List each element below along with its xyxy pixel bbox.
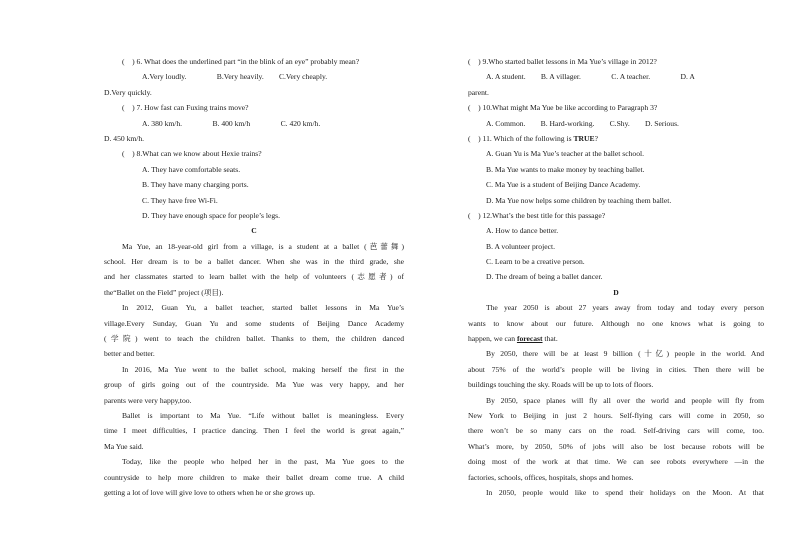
- line-text: there won’t be so many cars on the road. Self-driving cars will come, too.: [468, 426, 764, 436]
- text-line: [104, 54, 404, 69]
- text-line: [104, 393, 404, 408]
- line-text: and her classmates started to learn ballet with the help of volunteers (志愿者) of: [104, 272, 404, 282]
- line-text: happen, we can: [468, 334, 516, 344]
- text-line: [468, 408, 764, 423]
- text-line: [104, 377, 404, 392]
- text-line: [468, 346, 764, 361]
- line-text: better and better.: [104, 349, 155, 359]
- text-line: [468, 393, 764, 408]
- line-text: time I meet difficulties, I practice dancing. Then I feel the world is great again,”: [104, 426, 404, 436]
- line-text: parent.: [468, 87, 489, 97]
- line-text: parents were very happy,too.: [104, 395, 192, 405]
- text-line: [468, 316, 764, 331]
- line-text: (学院) went to teach the children ballet. Thanks to them, the children danced: [104, 334, 404, 344]
- line-text: In 2012, Guan Yu, a ballet teacher, started ballet lessons in Ma Yue’s: [122, 303, 404, 313]
- line-text: school. Her dream is to be a ballet dancer. When she was in the third grade, she: [104, 257, 404, 267]
- text-line: [104, 85, 404, 100]
- text-line: [468, 131, 764, 146]
- text-line: [468, 485, 764, 500]
- line-text: By 2050, space planes will fly all over the world and people will fly from: [486, 395, 764, 405]
- line-text: C. They have free Wi-Fi.: [142, 195, 218, 205]
- text-line: [468, 85, 764, 100]
- line-text: A. Guan Yu is Ma Yue’s teacher at the ballet school.: [486, 149, 645, 159]
- text-line: [104, 285, 404, 300]
- text-line: [104, 131, 404, 146]
- text-line: [468, 454, 764, 469]
- line-text: doing most of the work at that time. We can see robots everywhere —in the: [468, 457, 764, 467]
- left-column: [104, 54, 404, 500]
- line-text: A. They have comfortable seats.: [142, 164, 241, 174]
- line-text: ( ) 6. What does the underlined part “in the blink of an eye” probably mean?: [122, 57, 360, 66]
- text-line: [104, 300, 404, 315]
- line-text: C: [251, 226, 257, 236]
- line-text: What’s more, by 2050, 50% of jobs will also be lost because robots will be: [468, 441, 764, 451]
- line-text: B. They have many charging ports.: [142, 180, 249, 190]
- line-text: getting a lot of love will give love to others when he or she grows up.: [104, 487, 315, 497]
- line-text: B. Ma Yue wants to make money by teaching ballet.: [486, 164, 645, 174]
- line-text: In 2050, people would like to spend their holidays on the Moon. At that: [486, 487, 764, 497]
- text-line: [468, 177, 764, 192]
- text-line: [104, 254, 404, 269]
- text-line: [104, 100, 404, 115]
- line-text: ( ) 11. Which of the following is: [468, 133, 572, 143]
- line-text: D: [613, 287, 619, 297]
- emphasis-text: TRUE: [573, 133, 595, 143]
- line-text: village.Every Sunday, Guan Yu and some students of Beijing Dance Academy: [104, 318, 404, 328]
- right-column: [468, 54, 764, 500]
- line-text: Today, like the people who helped her in the past, Ma Yue goes to the: [122, 457, 404, 467]
- underlined-word: forecast: [516, 334, 543, 344]
- text-line: [468, 69, 764, 84]
- text-line: [468, 423, 764, 438]
- text-line: [468, 146, 764, 161]
- line-text: ( ) 9.Who started ballet lessons in Ma Yue’s village in 2012?: [468, 57, 657, 66]
- line-text: D. They have enough space for people’s legs.: [142, 210, 280, 220]
- text-line: [104, 346, 404, 361]
- text-line: [468, 254, 764, 269]
- text-line: [104, 423, 404, 438]
- line-text-tail: ?: [594, 133, 598, 143]
- text-line: [468, 439, 764, 454]
- line-text: D. 450 km/h.: [104, 133, 145, 143]
- text-line: [468, 470, 764, 485]
- line-text: A. A student. B. A villager. C. A teacher. D. A: [486, 72, 695, 82]
- line-text: buildings touching the sky. Roads will be up to lots of floors.: [468, 380, 654, 390]
- text-line: [104, 177, 404, 192]
- line-text: ( ) 8.What can we know about Hexie trains?: [122, 149, 262, 159]
- section-heading: [104, 223, 404, 238]
- text-line: [104, 116, 404, 131]
- line-text: The year 2050 is about 27 years away from today and today every person: [486, 303, 764, 313]
- text-line: [104, 331, 404, 346]
- line-text: Ballet is important to Ma Yue. “Life without ballet is meaningless. Every: [122, 410, 404, 420]
- text-line: [468, 116, 764, 131]
- line-text: A. Common. B. Hard-working. C.Shy. D. Serious.: [486, 118, 679, 128]
- text-line: [104, 316, 404, 331]
- text-line: [468, 100, 764, 115]
- text-line: [468, 162, 764, 177]
- line-text: wants to know about our future. Although no one knows what is going to: [468, 318, 764, 328]
- text-line: [104, 69, 404, 84]
- line-text: Ma Yue said.: [104, 441, 144, 451]
- text-line: [468, 362, 764, 377]
- line-text: D.Very quickly.: [104, 87, 152, 97]
- text-line: [104, 439, 404, 454]
- text-line: [468, 208, 764, 223]
- text-line: [468, 193, 764, 208]
- line-text: A. 380 km/h. B. 400 km/h C. 420 km/h.: [142, 118, 321, 128]
- line-text-tail: that.: [542, 334, 558, 344]
- text-line: [104, 454, 404, 469]
- text-line: [104, 408, 404, 423]
- line-text: factories, schools, offices, hospitals, shops and homes.: [468, 472, 634, 482]
- text-line: [468, 223, 764, 238]
- line-text: countryside to help more children to make their ballet dream come true. A child: [104, 472, 404, 482]
- line-text: New York to Beijing in just 2 hours. Self-flying cars will come in 2050, so: [468, 410, 764, 420]
- text-line: [468, 54, 764, 69]
- line-text: ( ) 7. How fast can Fuxing trains move?: [122, 103, 249, 113]
- text-line: [104, 239, 404, 254]
- line-text: Ma Yue, an 18-year-old girl from a village, is a student at a ballet (芭蕾舞): [122, 241, 404, 251]
- text-line: [104, 146, 404, 161]
- line-text: the“Ballet on the Field” project (项目).: [104, 287, 224, 297]
- text-line: [104, 193, 404, 208]
- text-line: [468, 331, 764, 346]
- line-text: D. The dream of being a ballet dancer.: [486, 272, 603, 282]
- text-line: [468, 239, 764, 254]
- text-line: [468, 300, 764, 315]
- line-text: ( ) 12.What’s the best title for this passage?: [468, 210, 606, 220]
- text-line: [468, 377, 764, 392]
- line-text: A. How to dance better.: [486, 226, 559, 236]
- line-text: C. Learn to be a creative person.: [486, 257, 585, 267]
- line-text: ( ) 10.What might Ma Yue be like according to Paragraph 3?: [468, 103, 658, 113]
- line-text: D. Ma Yue now helps some children by teaching them ballet.: [486, 195, 672, 205]
- line-text: C. Ma Yue is a student of Beijing Dance Academy.: [486, 180, 641, 190]
- section-heading: [468, 285, 764, 300]
- text-line: [468, 269, 764, 284]
- text-line: [104, 162, 404, 177]
- text-line: [104, 485, 404, 500]
- text-line: [104, 470, 404, 485]
- line-text: B. A volunteer project.: [486, 241, 555, 251]
- text-line: [104, 362, 404, 377]
- text-line: [104, 208, 404, 223]
- text-line: [104, 269, 404, 284]
- line-text: A.Very loudly. B.Very heavily. C.Very cheaply.: [142, 72, 328, 82]
- line-text: In 2016, Ma Yue went to the ballet school, making herself the first in the: [122, 364, 404, 374]
- line-text: group of girls going out of the countryside. Ma Yue was very happy, and her: [104, 380, 404, 390]
- line-text: By 2050, there will be at least 9 billion (十亿) people in the world. And: [486, 349, 764, 359]
- line-text: about 75% of the world’s people will be living in cities. Then there will be: [468, 364, 764, 374]
